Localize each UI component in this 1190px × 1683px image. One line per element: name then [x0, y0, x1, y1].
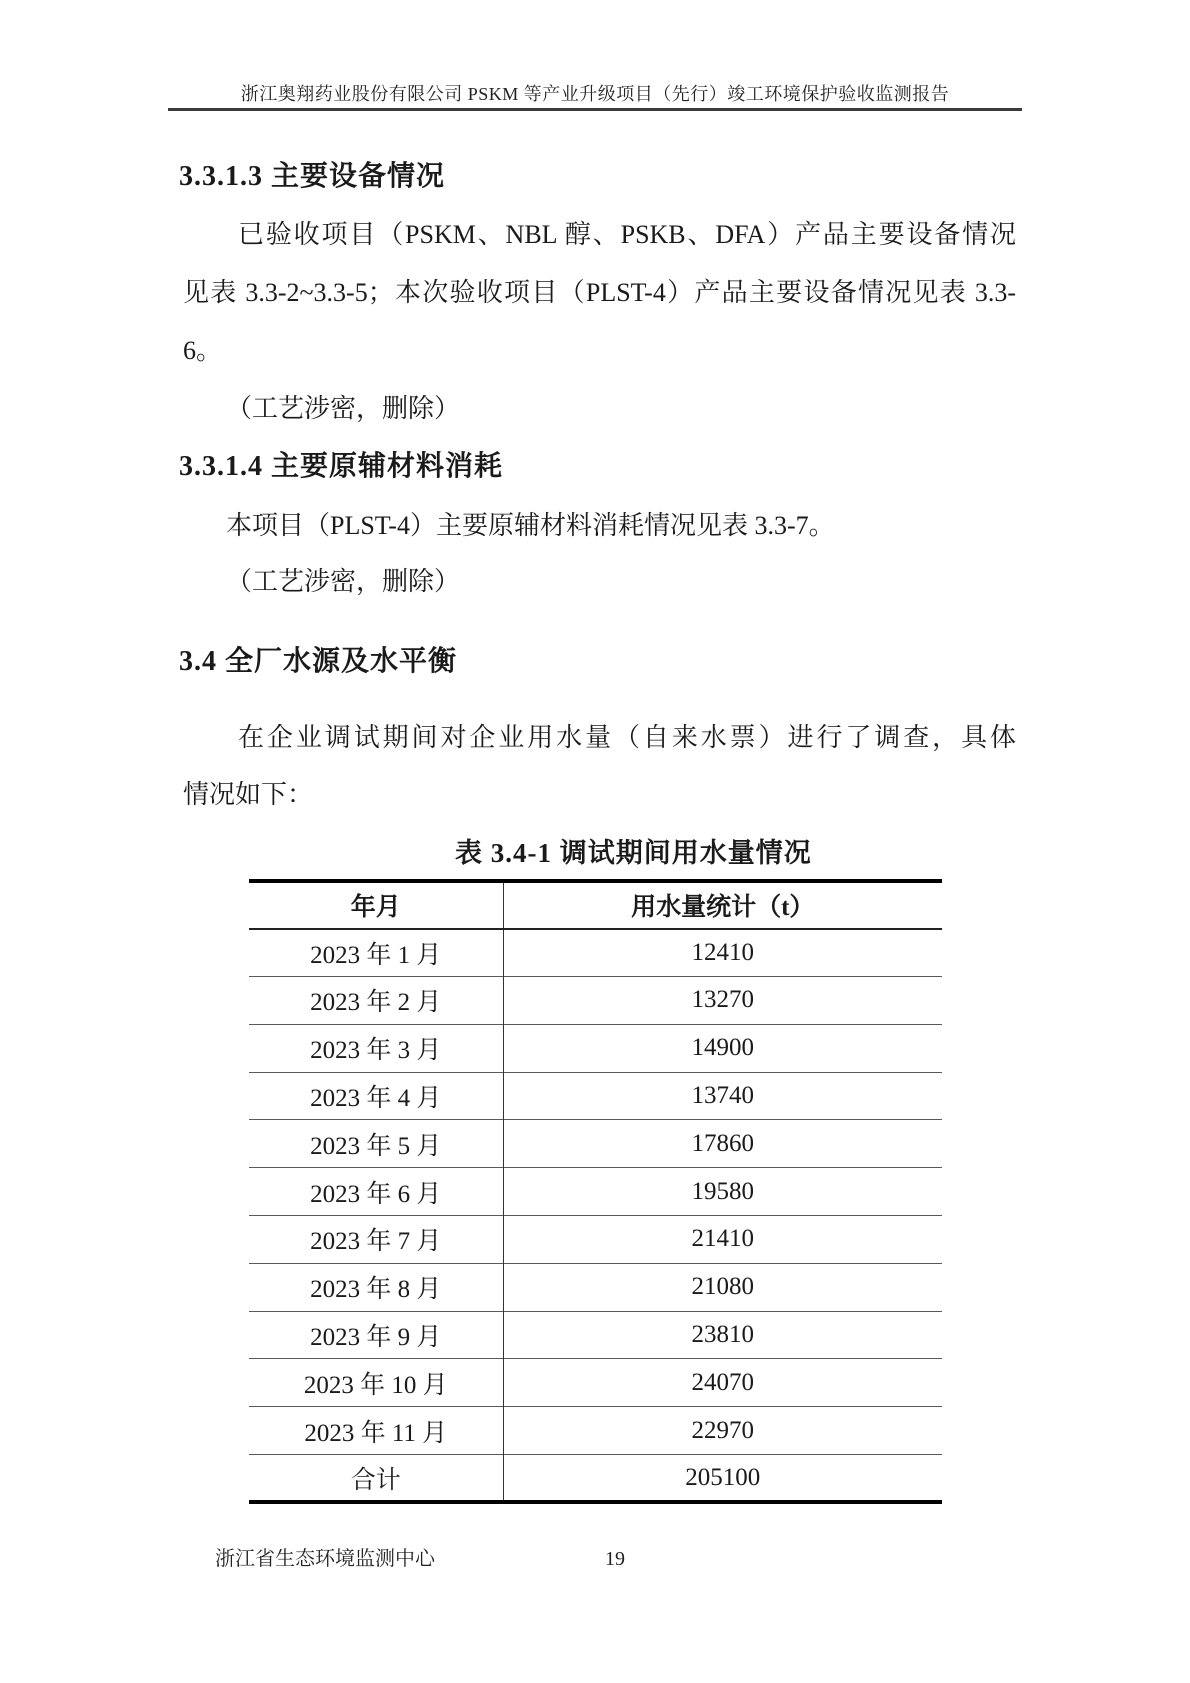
materials-redacted-note: （工艺涉密，删除）: [226, 567, 461, 596]
month-cell: 2023 年 8 月: [249, 1263, 503, 1311]
month-cell: 2023 年 4 月: [249, 1072, 503, 1120]
column-header-month: 年月: [249, 881, 503, 929]
month-cell: 2023 年 5 月: [249, 1120, 503, 1168]
footer-organization: 浙江省生态环境监测中心: [215, 1548, 435, 1570]
table-row: [249, 1120, 942, 1168]
value-cell: 21410: [503, 1216, 942, 1264]
value-cell: 12410: [691, 938, 754, 966]
section-heading-3313: 3.3.1.3 主要设备情况: [179, 161, 446, 192]
month-cell: 2023 年 9 月: [249, 1311, 503, 1359]
section-heading-34: 3.4 全厂水源及水平衡: [179, 646, 458, 677]
running-header-title: 浙江奥翔药业股份有限公司 PSKM 等产业升级项目（先行）竣工环境保护验收监测报告: [240, 84, 950, 104]
table-row: [249, 1216, 942, 1264]
value-cell: 24070: [503, 1359, 942, 1407]
value-cell: 14900: [503, 1024, 942, 1072]
equipment-paragraph-line3: 6。: [183, 336, 223, 365]
water-paragraph-line1: 在企业调试期间对企业用水量（自来水票）进行了调查，具体: [238, 723, 1016, 752]
value-cell: 13740: [503, 1072, 942, 1120]
table-header-row: [249, 881, 942, 929]
column-header-usage: 用水量统计（t）: [503, 881, 942, 929]
total-label-cell: 合计: [249, 1455, 503, 1503]
value-cell: 21080: [503, 1263, 942, 1311]
value-cell: 17860: [503, 1120, 942, 1168]
section-heading-3314: 3.3.1.4 主要原辅材料消耗: [179, 451, 504, 482]
materials-paragraph: 本项目（PLST-4）主要原辅材料消耗情况见表 3.3-7。: [226, 511, 835, 540]
table-row: [249, 1407, 942, 1455]
table-row: [249, 1024, 942, 1072]
value-cell: 23810: [503, 1311, 942, 1359]
month-cell: 2023 年 7 月: [249, 1216, 503, 1264]
month-cell: 2023 年 6 月: [249, 1168, 503, 1216]
table-caption: 表 3.4-1 调试期间用水量情况: [455, 838, 812, 868]
month-cell: 2023 年 10 月: [249, 1359, 503, 1407]
table-row: [249, 977, 942, 1025]
table-row: [249, 1311, 942, 1359]
table-row: [249, 1168, 942, 1216]
table-total-row: [249, 1455, 942, 1503]
month-cell: 2023 年 1 月: [249, 929, 503, 977]
table-row: [249, 1359, 942, 1407]
water-paragraph-line2: 情况如下：: [183, 780, 314, 809]
month-cell: 2023 年 2 月: [249, 977, 503, 1025]
equipment-paragraph-line1: 已验收项目（PSKM、NBL 醇、PSKB、DFA）产品主要设备情况: [238, 220, 1016, 249]
equipment-paragraph-line2: 见表 3.3-2~3.3-5；本次验收项目（PLST-4）产品主要设备情况见表 3.3-: [183, 278, 1016, 307]
header-rule: [168, 108, 1022, 111]
equipment-redacted-note: （工艺涉密，删除）: [226, 394, 461, 423]
total-value-cell: 205100: [503, 1455, 942, 1503]
month-cell: 2023 年 3 月: [249, 1024, 503, 1072]
month-cell: 2023 年 11 月: [249, 1407, 503, 1455]
footer-page-number: 19: [605, 1548, 625, 1570]
table-row: [249, 929, 942, 977]
table-row: [249, 1263, 942, 1311]
value-cell: 13270: [503, 977, 942, 1025]
water-usage-table: [249, 879, 942, 1504]
table-row: [249, 1072, 942, 1120]
value-cell: 22970: [503, 1407, 942, 1455]
value-cell: 19580: [503, 1168, 942, 1216]
